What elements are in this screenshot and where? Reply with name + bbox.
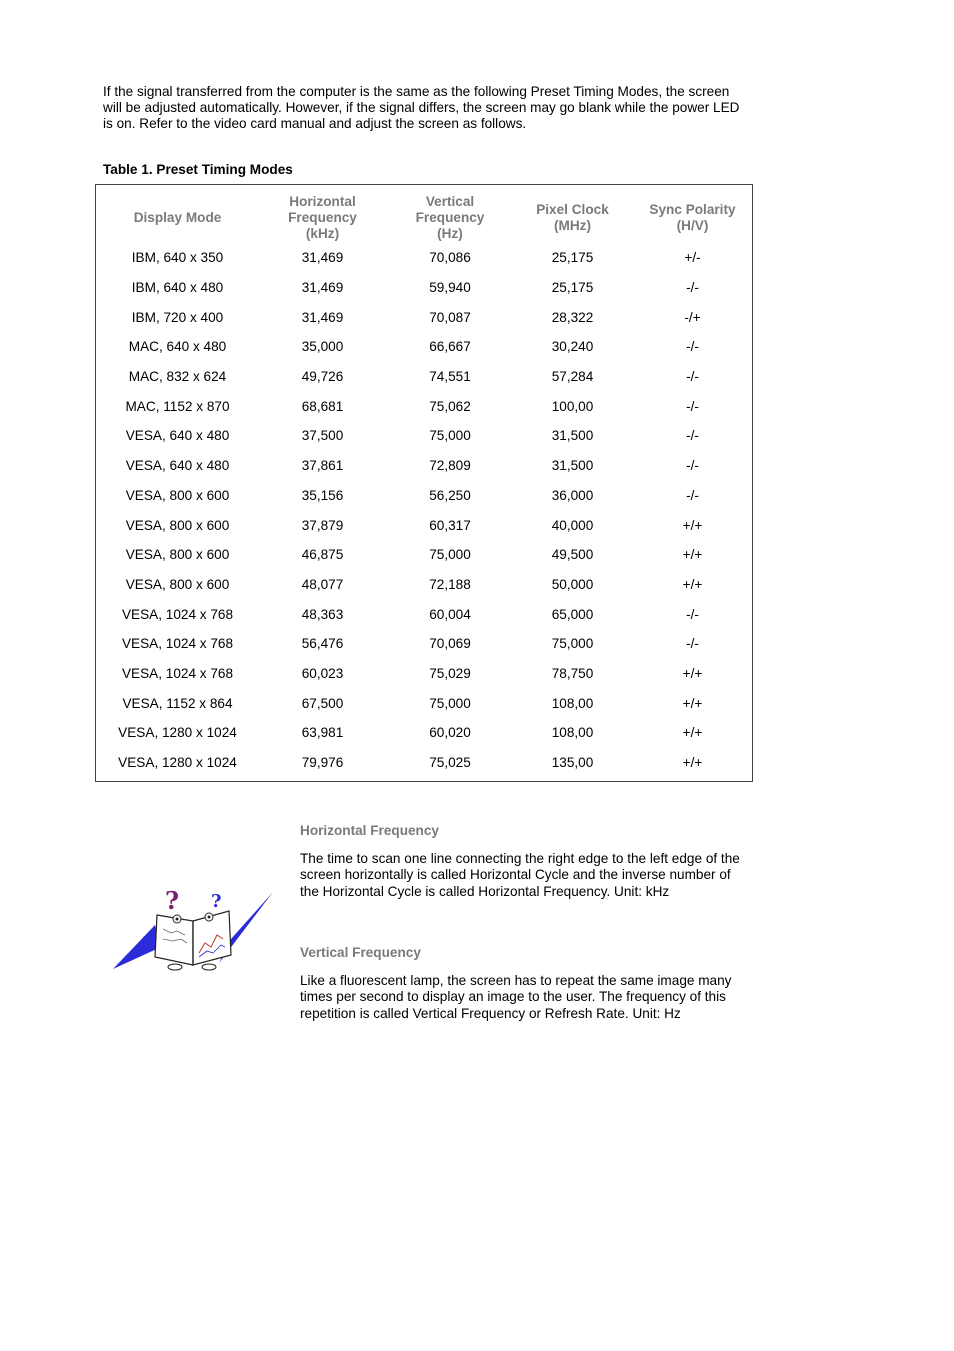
table-row bbox=[109, 391, 741, 421]
table-row bbox=[109, 451, 741, 481]
cell-sync-polarity: +/+ bbox=[682, 725, 703, 741]
table-row bbox=[109, 570, 741, 600]
cell-pixel-clock: 108,00 bbox=[551, 695, 594, 711]
cell-pixel-clock: 36,000 bbox=[551, 487, 594, 503]
header-vertical-frequency bbox=[399, 193, 501, 243]
header-horizontal-frequency bbox=[246, 193, 399, 243]
svg-text:?: ? bbox=[165, 887, 180, 915]
cell-sync-polarity: +/- bbox=[684, 250, 701, 266]
cell-sync-polarity: -/- bbox=[686, 487, 699, 503]
cell-pixel-clock: 25,175 bbox=[551, 250, 594, 266]
table-row bbox=[109, 659, 741, 689]
cell-pixel-clock: 65,000 bbox=[551, 606, 594, 622]
cell-display-mode: VESA, 1280 x 1024 bbox=[118, 725, 237, 741]
cell-horizontal-frequency: 37,500 bbox=[301, 428, 344, 444]
cell-vertical-frequency: 56,250 bbox=[429, 487, 471, 503]
cell-sync-polarity: +/+ bbox=[682, 517, 703, 533]
preset-timing-table bbox=[109, 193, 741, 777]
cell-vertical-frequency: 72,188 bbox=[429, 576, 471, 592]
cell-vertical-frequency: 60,317 bbox=[429, 517, 471, 533]
cell-pixel-clock: 135,00 bbox=[551, 755, 594, 771]
cell-display-mode: VESA, 800 x 600 bbox=[125, 547, 230, 563]
cell-display-mode: VESA, 800 x 600 bbox=[125, 517, 230, 533]
cell-horizontal-frequency: 46,875 bbox=[301, 547, 344, 563]
cell-sync-polarity: -/- bbox=[686, 398, 699, 414]
intro-paragraph: If the signal transferred from the computer is the same as the following Preset Timing Modes, the screen will be adjusted automatically. However, if the signal differs, the screen may go blank while the power LED is on. Refer to the video card manual and adjust the screen as follows. bbox=[103, 84, 740, 132]
cell-display-mode: VESA, 1152 x 864 bbox=[122, 695, 233, 711]
cell-sync-polarity: +/+ bbox=[682, 576, 703, 592]
header-line: Sync Polarity bbox=[649, 202, 736, 217]
table-row bbox=[109, 481, 741, 511]
cell-pixel-clock: 31,500 bbox=[551, 428, 594, 444]
header-sync-polarity bbox=[644, 193, 741, 243]
table-row bbox=[109, 718, 741, 748]
cell-display-mode: VESA, 800 x 600 bbox=[125, 576, 230, 592]
cell-display-mode: VESA, 800 x 600 bbox=[125, 487, 230, 503]
cell-horizontal-frequency: 31,469 bbox=[301, 309, 344, 325]
cell-sync-polarity: -/- bbox=[686, 458, 699, 474]
cell-sync-polarity: +/+ bbox=[682, 665, 703, 681]
cell-sync-polarity: +/+ bbox=[682, 547, 703, 563]
cell-pixel-clock: 31,500 bbox=[551, 458, 594, 474]
cell-vertical-frequency: 70,087 bbox=[429, 309, 471, 325]
cell-display-mode: IBM, 640 x 350 bbox=[131, 250, 224, 266]
cell-vertical-frequency: 72,809 bbox=[429, 458, 471, 474]
table-body bbox=[109, 243, 741, 777]
cell-vertical-frequency: 75,029 bbox=[429, 665, 471, 681]
cell-display-mode: VESA, 1024 x 768 bbox=[121, 636, 234, 652]
cell-horizontal-frequency: 35,000 bbox=[301, 339, 344, 355]
cell-pixel-clock: 75,000 bbox=[551, 636, 594, 652]
cell-pixel-clock: 100,00 bbox=[551, 398, 594, 414]
header-display-mode: Display Mode bbox=[133, 210, 222, 225]
cell-display-mode: MAC, 1152 x 870 bbox=[125, 398, 230, 414]
illustration bbox=[113, 887, 275, 973]
cell-horizontal-frequency: 63,981 bbox=[301, 725, 344, 741]
table-row bbox=[109, 599, 741, 629]
cell-vertical-frequency: 75,000 bbox=[429, 547, 471, 563]
table-caption: Table 1. Preset Timing Modes bbox=[103, 162, 293, 177]
cell-pixel-clock: 78,750 bbox=[551, 665, 594, 681]
cell-vertical-frequency: 60,004 bbox=[429, 606, 471, 622]
cell-horizontal-frequency: 67,500 bbox=[301, 695, 344, 711]
cell-horizontal-frequency: 37,861 bbox=[301, 458, 344, 474]
cell-sync-polarity: -/- bbox=[686, 636, 699, 652]
cell-vertical-frequency: 70,086 bbox=[429, 250, 471, 266]
cell-horizontal-frequency: 37,879 bbox=[301, 517, 344, 533]
cell-horizontal-frequency: 35,156 bbox=[301, 487, 344, 503]
horizontal-frequency-text: The time to scan one line connecting the right edge to the left edge of the screen horizontally is called Horizontal Cycle and the inverse number of the Horizontal Cycle is called Horizontal Frequency. Unit: kHz bbox=[300, 851, 740, 899]
table-row bbox=[109, 302, 741, 332]
table-row bbox=[109, 688, 741, 718]
cell-display-mode: IBM, 720 x 400 bbox=[131, 309, 224, 325]
cell-horizontal-frequency: 56,476 bbox=[301, 636, 344, 652]
header-line: (Hz) bbox=[437, 226, 463, 241]
cell-vertical-frequency: 75,025 bbox=[429, 755, 471, 771]
cell-sync-polarity: +/+ bbox=[682, 695, 703, 711]
cell-pixel-clock: 28,322 bbox=[551, 309, 594, 325]
cell-sync-polarity: -/- bbox=[686, 280, 699, 296]
cell-horizontal-frequency: 48,077 bbox=[301, 576, 344, 592]
cell-pixel-clock: 40,000 bbox=[551, 517, 594, 533]
cell-horizontal-frequency: 48,363 bbox=[301, 606, 344, 622]
vertical-frequency-text: Like a fluorescent lamp, the screen has to repeat the same image many times per second to display an image to the user. The frequency of this repetition is called Vertical Frequency or Refresh Rate. Unit: Hz bbox=[300, 973, 732, 1021]
cell-display-mode: VESA, 640 x 480 bbox=[125, 458, 230, 474]
cell-vertical-frequency: 70,069 bbox=[429, 636, 471, 652]
cell-horizontal-frequency: 49,726 bbox=[301, 369, 344, 385]
cell-pixel-clock: 30,240 bbox=[551, 339, 594, 355]
table-header-row bbox=[109, 193, 741, 243]
header-line: Horizontal bbox=[289, 194, 356, 209]
table-row bbox=[109, 748, 741, 778]
horizontal-frequency-section bbox=[300, 823, 748, 900]
cell-horizontal-frequency: 31,469 bbox=[301, 250, 344, 266]
cell-sync-polarity: -/- bbox=[686, 428, 699, 444]
cell-vertical-frequency: 59,940 bbox=[429, 280, 471, 296]
cell-pixel-clock: 25,175 bbox=[551, 280, 594, 296]
timing-table-frame bbox=[95, 184, 753, 782]
cell-display-mode: VESA, 1024 x 768 bbox=[121, 665, 234, 681]
header-pixel-clock bbox=[501, 193, 644, 243]
cell-pixel-clock: 49,500 bbox=[551, 547, 594, 563]
cell-sync-polarity: +/+ bbox=[682, 755, 703, 771]
cell-sync-polarity: -/- bbox=[686, 369, 699, 385]
table-row bbox=[109, 510, 741, 540]
table-row bbox=[109, 540, 741, 570]
cell-vertical-frequency: 66,667 bbox=[429, 339, 471, 355]
cell-display-mode: VESA, 1024 x 768 bbox=[121, 606, 234, 622]
header-line: Vertical bbox=[425, 194, 475, 209]
cell-vertical-frequency: 75,000 bbox=[429, 695, 471, 711]
cell-vertical-frequency: 74,551 bbox=[429, 369, 471, 385]
header-line: Frequency bbox=[288, 210, 357, 225]
header-line: (kHz) bbox=[305, 226, 340, 241]
cell-vertical-frequency: 75,062 bbox=[429, 398, 471, 414]
cell-pixel-clock: 57,284 bbox=[551, 369, 594, 385]
cell-display-mode: VESA, 640 x 480 bbox=[125, 428, 230, 444]
cell-vertical-frequency: 75,000 bbox=[429, 428, 471, 444]
header-line: (H/V) bbox=[676, 218, 709, 233]
confused-book-mascot-icon bbox=[113, 887, 275, 973]
cell-display-mode: VESA, 1280 x 1024 bbox=[118, 755, 237, 771]
table-row bbox=[109, 362, 741, 392]
cell-horizontal-frequency: 60,023 bbox=[301, 665, 344, 681]
cell-pixel-clock: 108,00 bbox=[551, 725, 594, 741]
svg-text:?: ? bbox=[211, 891, 222, 912]
cell-horizontal-frequency: 68,681 bbox=[301, 398, 344, 414]
cell-horizontal-frequency: 79,976 bbox=[301, 755, 344, 771]
cell-sync-polarity: -/+ bbox=[684, 309, 701, 325]
cell-display-mode: MAC, 832 x 624 bbox=[128, 369, 227, 385]
cell-horizontal-frequency: 31,469 bbox=[301, 280, 344, 296]
header-line: (MHz) bbox=[554, 218, 591, 233]
table-row bbox=[109, 243, 741, 273]
table-row bbox=[109, 629, 741, 659]
cell-pixel-clock: 50,000 bbox=[551, 576, 594, 592]
vertical-frequency-section bbox=[300, 945, 748, 1022]
cell-sync-polarity: -/- bbox=[686, 606, 699, 622]
cell-display-mode: MAC, 640 x 480 bbox=[128, 339, 227, 355]
header-line: Frequency bbox=[415, 210, 485, 225]
horizontal-frequency-title: Horizontal Frequency bbox=[300, 823, 439, 838]
cell-display-mode: IBM, 640 x 480 bbox=[131, 280, 224, 296]
table-row bbox=[109, 421, 741, 451]
table-row bbox=[109, 332, 741, 362]
vertical-frequency-title: Vertical Frequency bbox=[300, 945, 421, 960]
table-row bbox=[109, 273, 741, 303]
cell-sync-polarity: -/- bbox=[686, 339, 699, 355]
cell-vertical-frequency: 60,020 bbox=[429, 725, 471, 741]
header-line: Pixel Clock bbox=[536, 202, 609, 217]
